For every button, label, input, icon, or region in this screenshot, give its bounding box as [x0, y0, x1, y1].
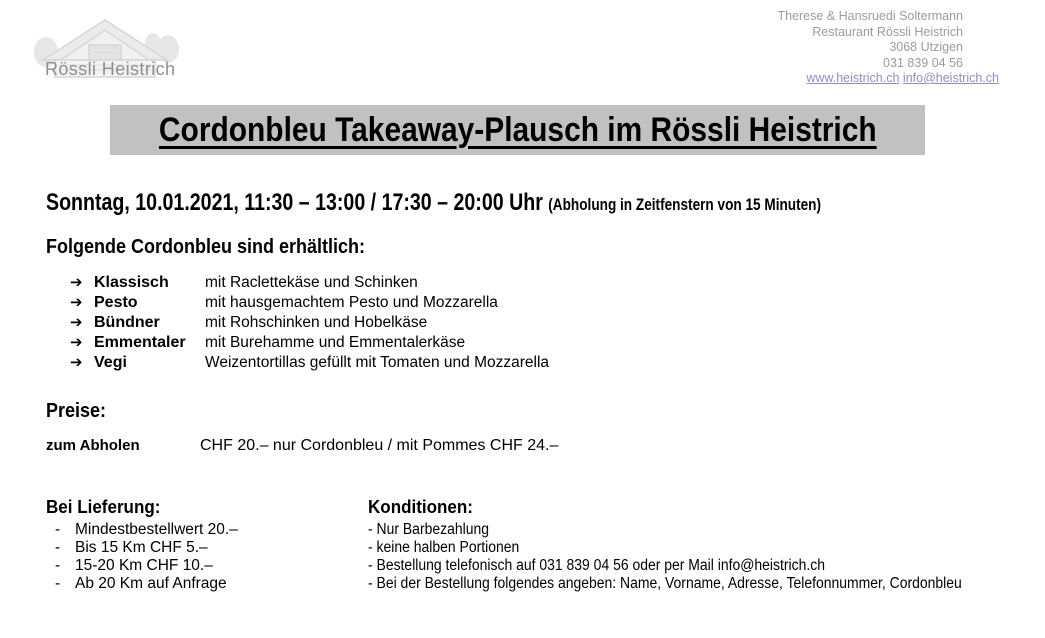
delivery-item: [46, 521, 238, 539]
title-banner: [110, 105, 925, 155]
schedule-main: Sonntag, 10.01.2021, 11:30 – 13:00 / 17:30 – 20:00 Uhr: [46, 189, 543, 216]
condition-item: - keine halben Portionen: [368, 539, 520, 556]
delivery-item-text: 15-20 Km CHF 10.–: [75, 557, 213, 574]
contact-lines: [777, 9, 999, 71]
arrow-bullet-icon: ➔: [70, 274, 83, 291]
conditions-section: [368, 495, 1028, 593]
menu-item: [46, 333, 549, 353]
delivery-list: [46, 521, 238, 593]
contact-block: [777, 9, 999, 87]
menu-item-description: mit Rohschinken und Hobelkäse: [205, 313, 428, 331]
delivery-item-text: Bis 15 Km CHF 5.–: [75, 539, 208, 556]
restaurant-logo: [33, 8, 181, 90]
delivery-item-text: Ab 20 Km auf Anfrage: [75, 575, 227, 592]
menu-item: [46, 273, 549, 293]
condition-item: - Nur Barbezahlung: [368, 521, 489, 538]
menu-item: [46, 293, 549, 313]
contact-links: [777, 71, 999, 87]
schedule-note: (Abholung in Zeitfenstern von 15 Minuten): [548, 195, 822, 214]
pickup-price-row: [46, 437, 558, 455]
arrow-bullet-icon: ➔: [70, 333, 83, 351]
prices-heading: Preise:: [46, 400, 107, 422]
menu-item-description: mit hausgemachtem Pesto und Mozzarella: [205, 293, 498, 311]
menu-item-name: Emmentaler: [94, 333, 186, 351]
pickup-price-value: CHF 20.– nur Cordonbleu / mit Pommes CHF 24.–: [200, 437, 559, 454]
delivery-section: [46, 495, 238, 593]
menu-list: [46, 273, 549, 373]
website-link[interactable]: www.heistrich.ch: [806, 71, 900, 85]
dash-bullet-icon: -: [55, 521, 61, 538]
delivery-heading: Bei Lieferung:: [46, 496, 161, 517]
menu-item: [46, 353, 549, 373]
condition-item: - Bestellung telefonisch auf 031 839 04 56 oder per Mail info@heistrich.ch: [368, 557, 825, 574]
menu-item-name: Vegi: [94, 353, 127, 371]
menu-item-description: mit Burehamme und Emmentalerkäse: [205, 333, 466, 351]
conditions-heading: Konditionen:: [368, 496, 473, 517]
contact-address: 3068 Utzigen: [889, 40, 963, 54]
arrow-bullet-icon: ➔: [70, 313, 83, 331]
contact-restaurant-name: Restaurant Rössli Heistrich: [812, 24, 963, 39]
condition-item: - Bei der Bestellung folgendes angeben: Name, Vorname, Adresse, Telefonnummer, Cordonbleu: [368, 575, 962, 592]
logo-text: Rössli Heistrich: [45, 59, 176, 79]
page-title: Cordonbleu Takeaway-Plausch im Rössli Heistrich: [158, 111, 877, 149]
menu-item-description: mit Raclettekäse und Schinken: [205, 274, 418, 291]
menu-item-description: Weizentortillas gefüllt mit Tomaten und Mozzarella: [205, 353, 550, 371]
contact-owner-name: Therese & Hansruedi Soltermann: [777, 9, 963, 23]
delivery-item: [46, 575, 238, 593]
menu-item: [46, 313, 549, 333]
arrow-bullet-icon: ➔: [70, 293, 83, 311]
dash-bullet-icon: -: [55, 539, 61, 556]
dash-bullet-icon: -: [55, 557, 61, 574]
arrow-bullet-icon: ➔: [70, 353, 83, 371]
dash-bullet-icon: -: [55, 575, 61, 592]
menu-heading: Folgende Cordonbleu sind erhältlich:: [46, 236, 366, 258]
delivery-item: [46, 557, 238, 575]
delivery-item: [46, 539, 238, 557]
pickup-label: zum Abholen: [46, 437, 140, 454]
contact-phone: 031 839 04 56: [883, 55, 963, 70]
email-link[interactable]: info@heistrich.ch: [902, 71, 999, 85]
menu-item-name: Klassisch: [94, 274, 169, 291]
schedule-line: [46, 189, 1015, 219]
delivery-item-text: Mindestbestellwert 20.–: [75, 521, 238, 538]
conditions-list: [368, 521, 1028, 593]
menu-item-name: Bündner: [94, 313, 160, 331]
menu-item-name: Pesto: [94, 293, 138, 311]
